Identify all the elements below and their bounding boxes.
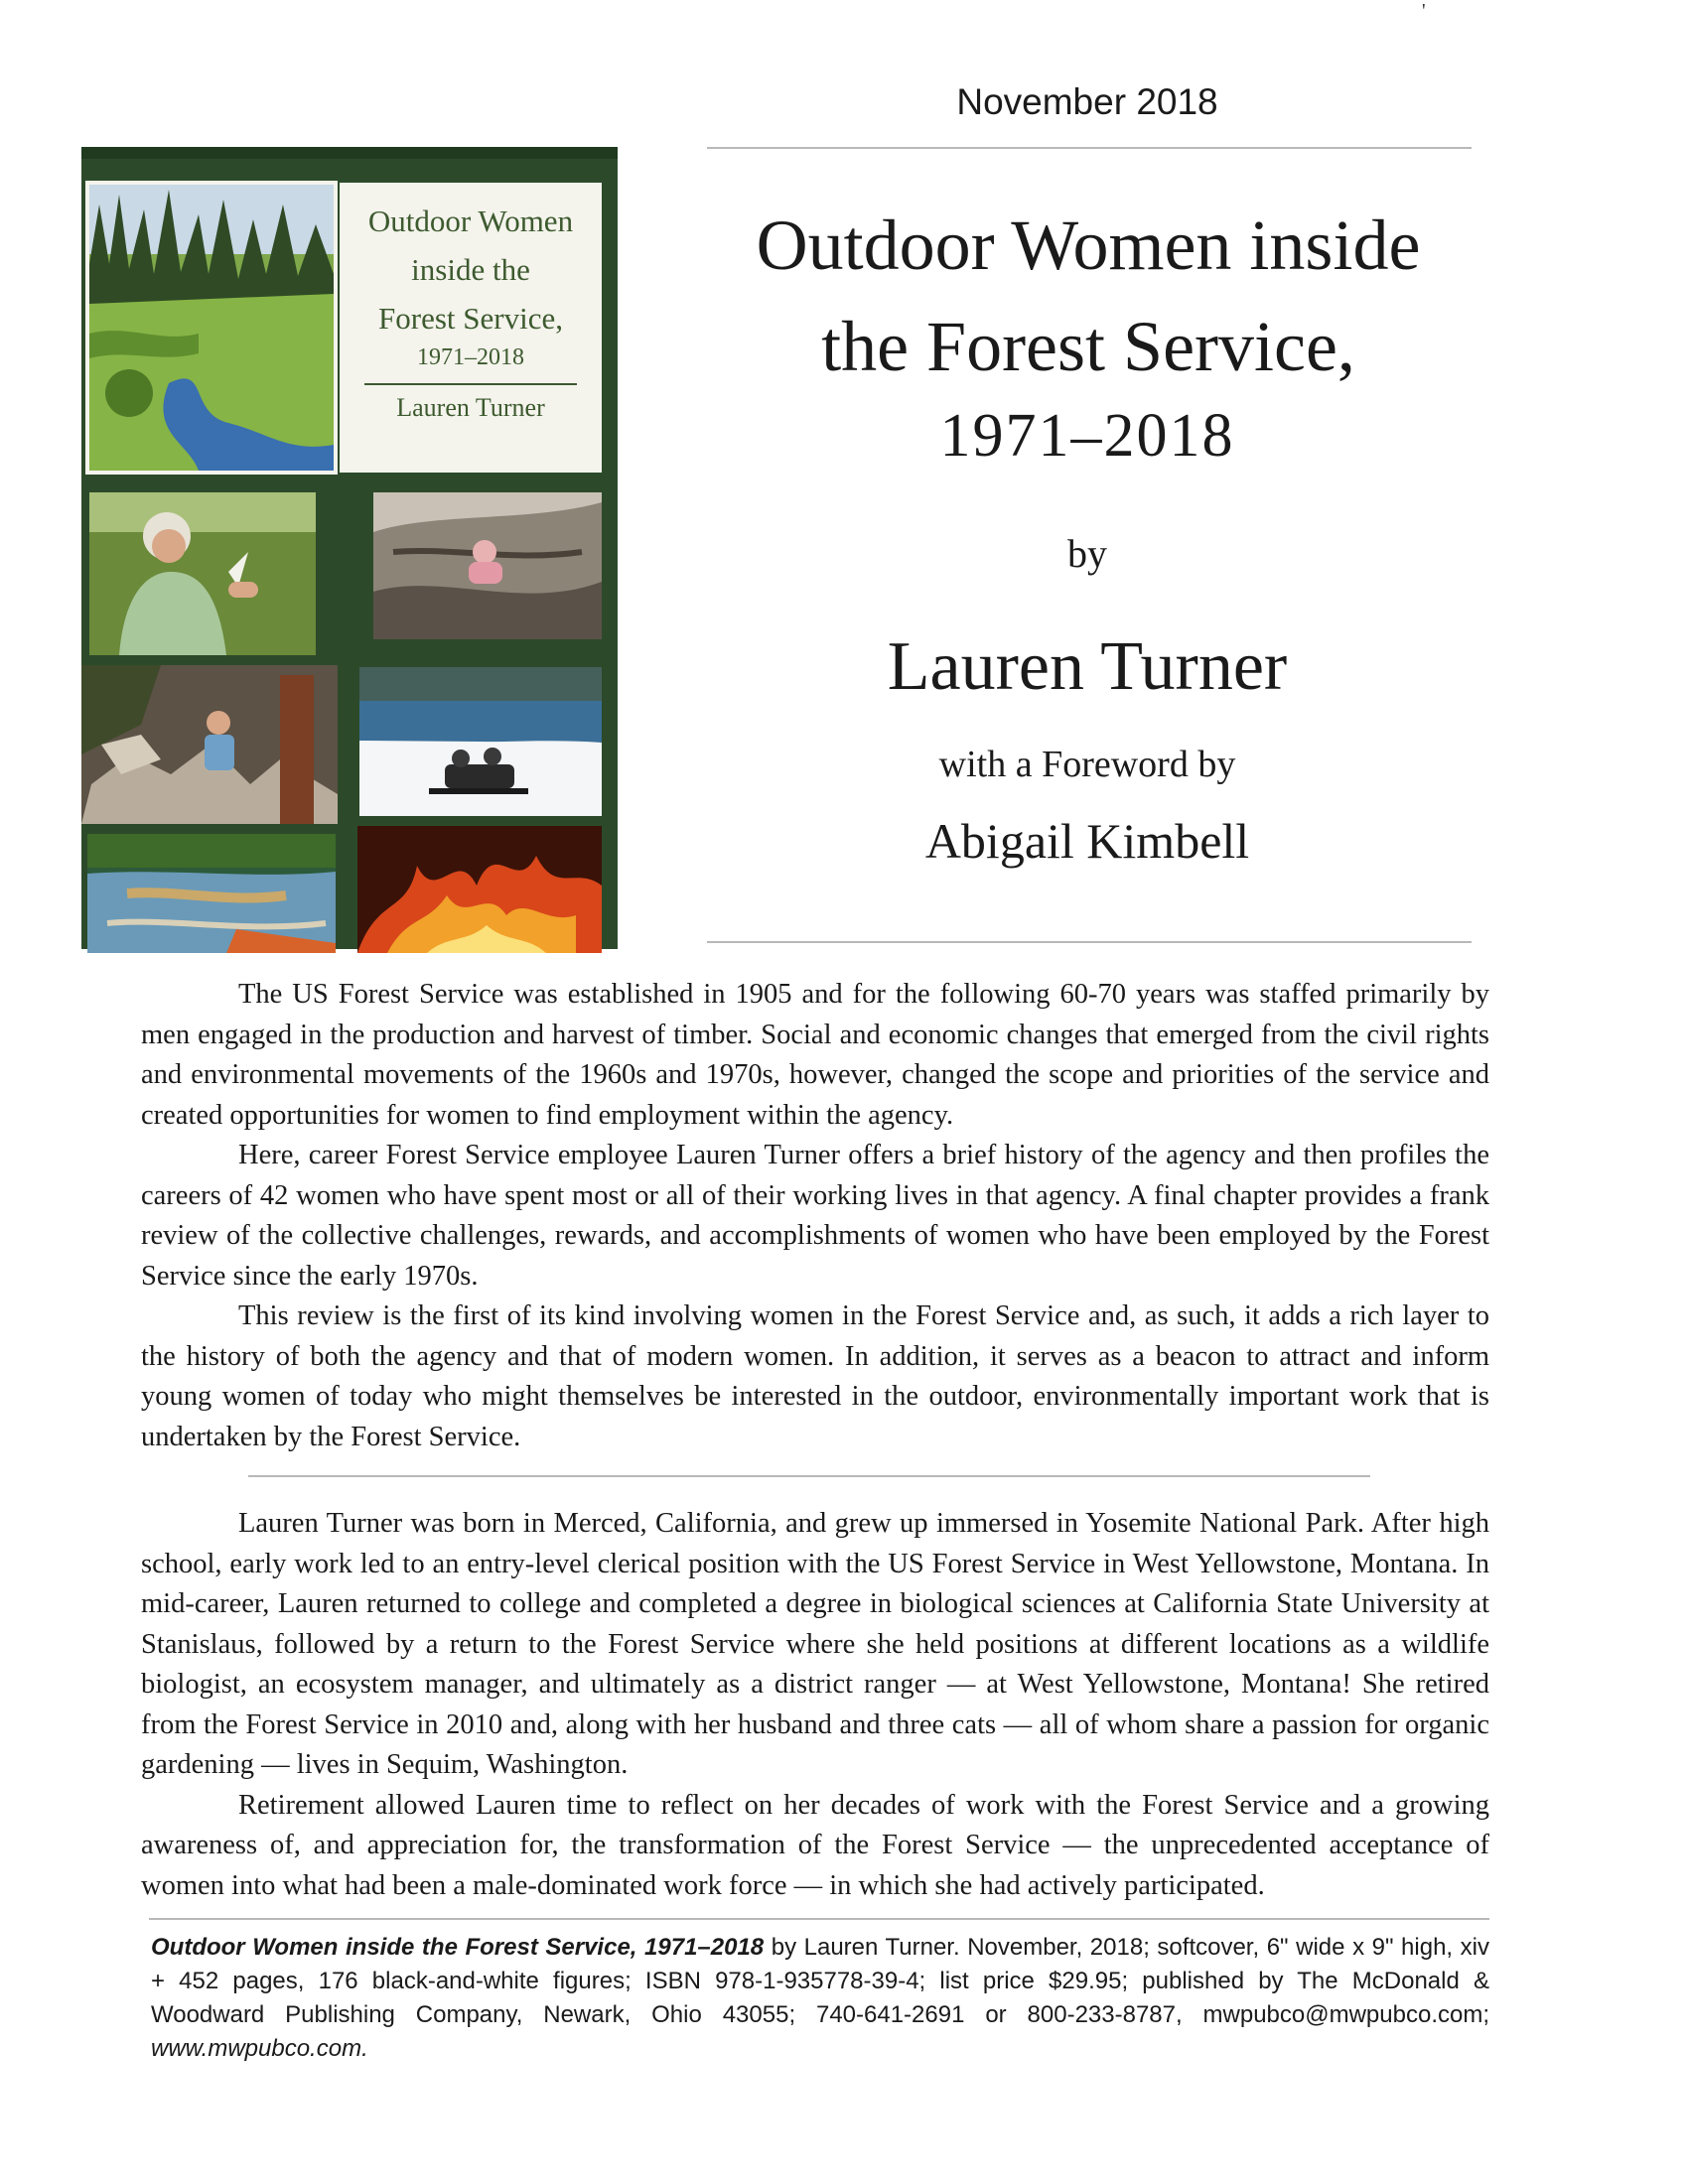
by-label: by: [1067, 531, 1107, 576]
publication-details: [151, 1931, 1489, 2066]
book-title-line-2: the Forest Service,: [821, 307, 1355, 386]
cover-title-line-1: Outdoor Women: [367, 204, 574, 238]
description-paragraph: This review is the first of its kind involving women in the Forest Service and, as such, it adds a rich layer to the history of both the agency and that of modern women. In addition, it serves as a beacon to attract and inform young women of today who might themselves be interested in the outdoor, environmentally important work that is undertaken by the Forest Service.: [141, 1300, 1489, 1452]
book-cover-image: [81, 147, 618, 949]
divider-bottom: [149, 1918, 1489, 1920]
book-title: [685, 195, 1491, 397]
issue-date: November 2018: [956, 81, 1218, 122]
foreword-author: Abigail Kimbell: [924, 813, 1250, 869]
foreword-label: with a Foreword by: [938, 744, 1236, 785]
scan-mark: ': [1422, 0, 1426, 22]
bio-paragraph: Retirement allowed Lauren time to reflect on her decades of work with the Forest Service and a growing awareness of, and appreciation for, the transformation of the Forest Service — the unprecedented acceptance of women into what had been a male-dominated work force — in which she had actively participated.: [141, 1789, 1489, 1901]
book-title-line-1: Outdoor Women inside: [756, 205, 1421, 285]
bio-paragraph: Lauren Turner was born in Merced, California, and grew up immersed in Yosemite National Park. After high school, early work led to an entry-level clerical position with the US Forest Service in West Yellowstone, Montana. In mid-career, Lauren returned to college and completed a degree in biological sciences at California State University at Stanislaus, followed by a return to the Forest Service where she held positions at different locations as a wildlife biologist, an ecosystem manager, and ultimately as a district ranger — at West Yellowstone, Montana! She retired from the Forest Service in 2010 and, along with her husband and three cats — all of whom share a passion for organic gardening — lives in Sequim, Washington.: [141, 1508, 1489, 1780]
author-name: Lauren Turner: [887, 628, 1288, 705]
pub-details-text: by Lauren Turner. November, 2018; softcover, 6" wide x 9" high, xiv + 452 pages, 176 black-and-white figures; ISBN 978-1-935778-39-4; list price $29.95; published by The McDonald & Woodward Publishing Company, Newark, Ohio 43055; 740-641-2691 or 800-233-8787, mwpubco@mwpubco.com;: [151, 1934, 1489, 2028]
cover-years: 1971–2018: [417, 344, 524, 370]
divider-top: [707, 147, 1472, 149]
cover-photo-snowmobile: [359, 667, 602, 816]
cover-title-line-2: inside the: [411, 252, 530, 287]
cover-photo-river: [87, 834, 336, 953]
divider-section: [248, 1475, 1370, 1477]
cover-photo-wildfire: [357, 826, 602, 953]
book-description: [141, 975, 1489, 1457]
cover-author: Lauren Turner: [396, 393, 545, 422]
description-paragraph: Here, career Forest Service employee Lauren Turner offers a brief history of the agency and then profiles the careers of 42 women who have spent most or all of their working lives in that agency. A final chapter provides a frank review of the collective challenges, rewards, and accomplishments of women who have been employed by the Forest Service since the early 1970s.: [141, 1140, 1489, 1292]
author-bio: [141, 1504, 1489, 1906]
divider-mid: [707, 941, 1472, 943]
cover-photo-woman-plant: [89, 492, 316, 655]
publisher-website: www.mwpubco.com.: [151, 2035, 368, 2062]
book-years: 1971–2018: [939, 402, 1235, 470]
cover-title-line-3: Forest Service,: [378, 301, 563, 336]
cover-title-panel: [340, 183, 602, 473]
cover-photo-meadow: [85, 181, 338, 475]
description-paragraph: The US Forest Service was established in 1905 and for the following 60-70 years was staffed primarily by men engaged in the production and harvest of timber. Social and economic changes that emerged from the civil rights and environmental movements of the 1960s and 1970s, however, changed the scope and priorities of the service and created opportunities for women to find employment within the agency.: [141, 979, 1489, 1131]
pub-book-title: Outdoor Women inside the Forest Service, 1971–2018: [151, 1934, 765, 1961]
cover-photo-rock-outcrop: [373, 492, 602, 639]
cover-divider: [364, 383, 577, 385]
cover-photo-rocky-stream: [81, 665, 338, 824]
